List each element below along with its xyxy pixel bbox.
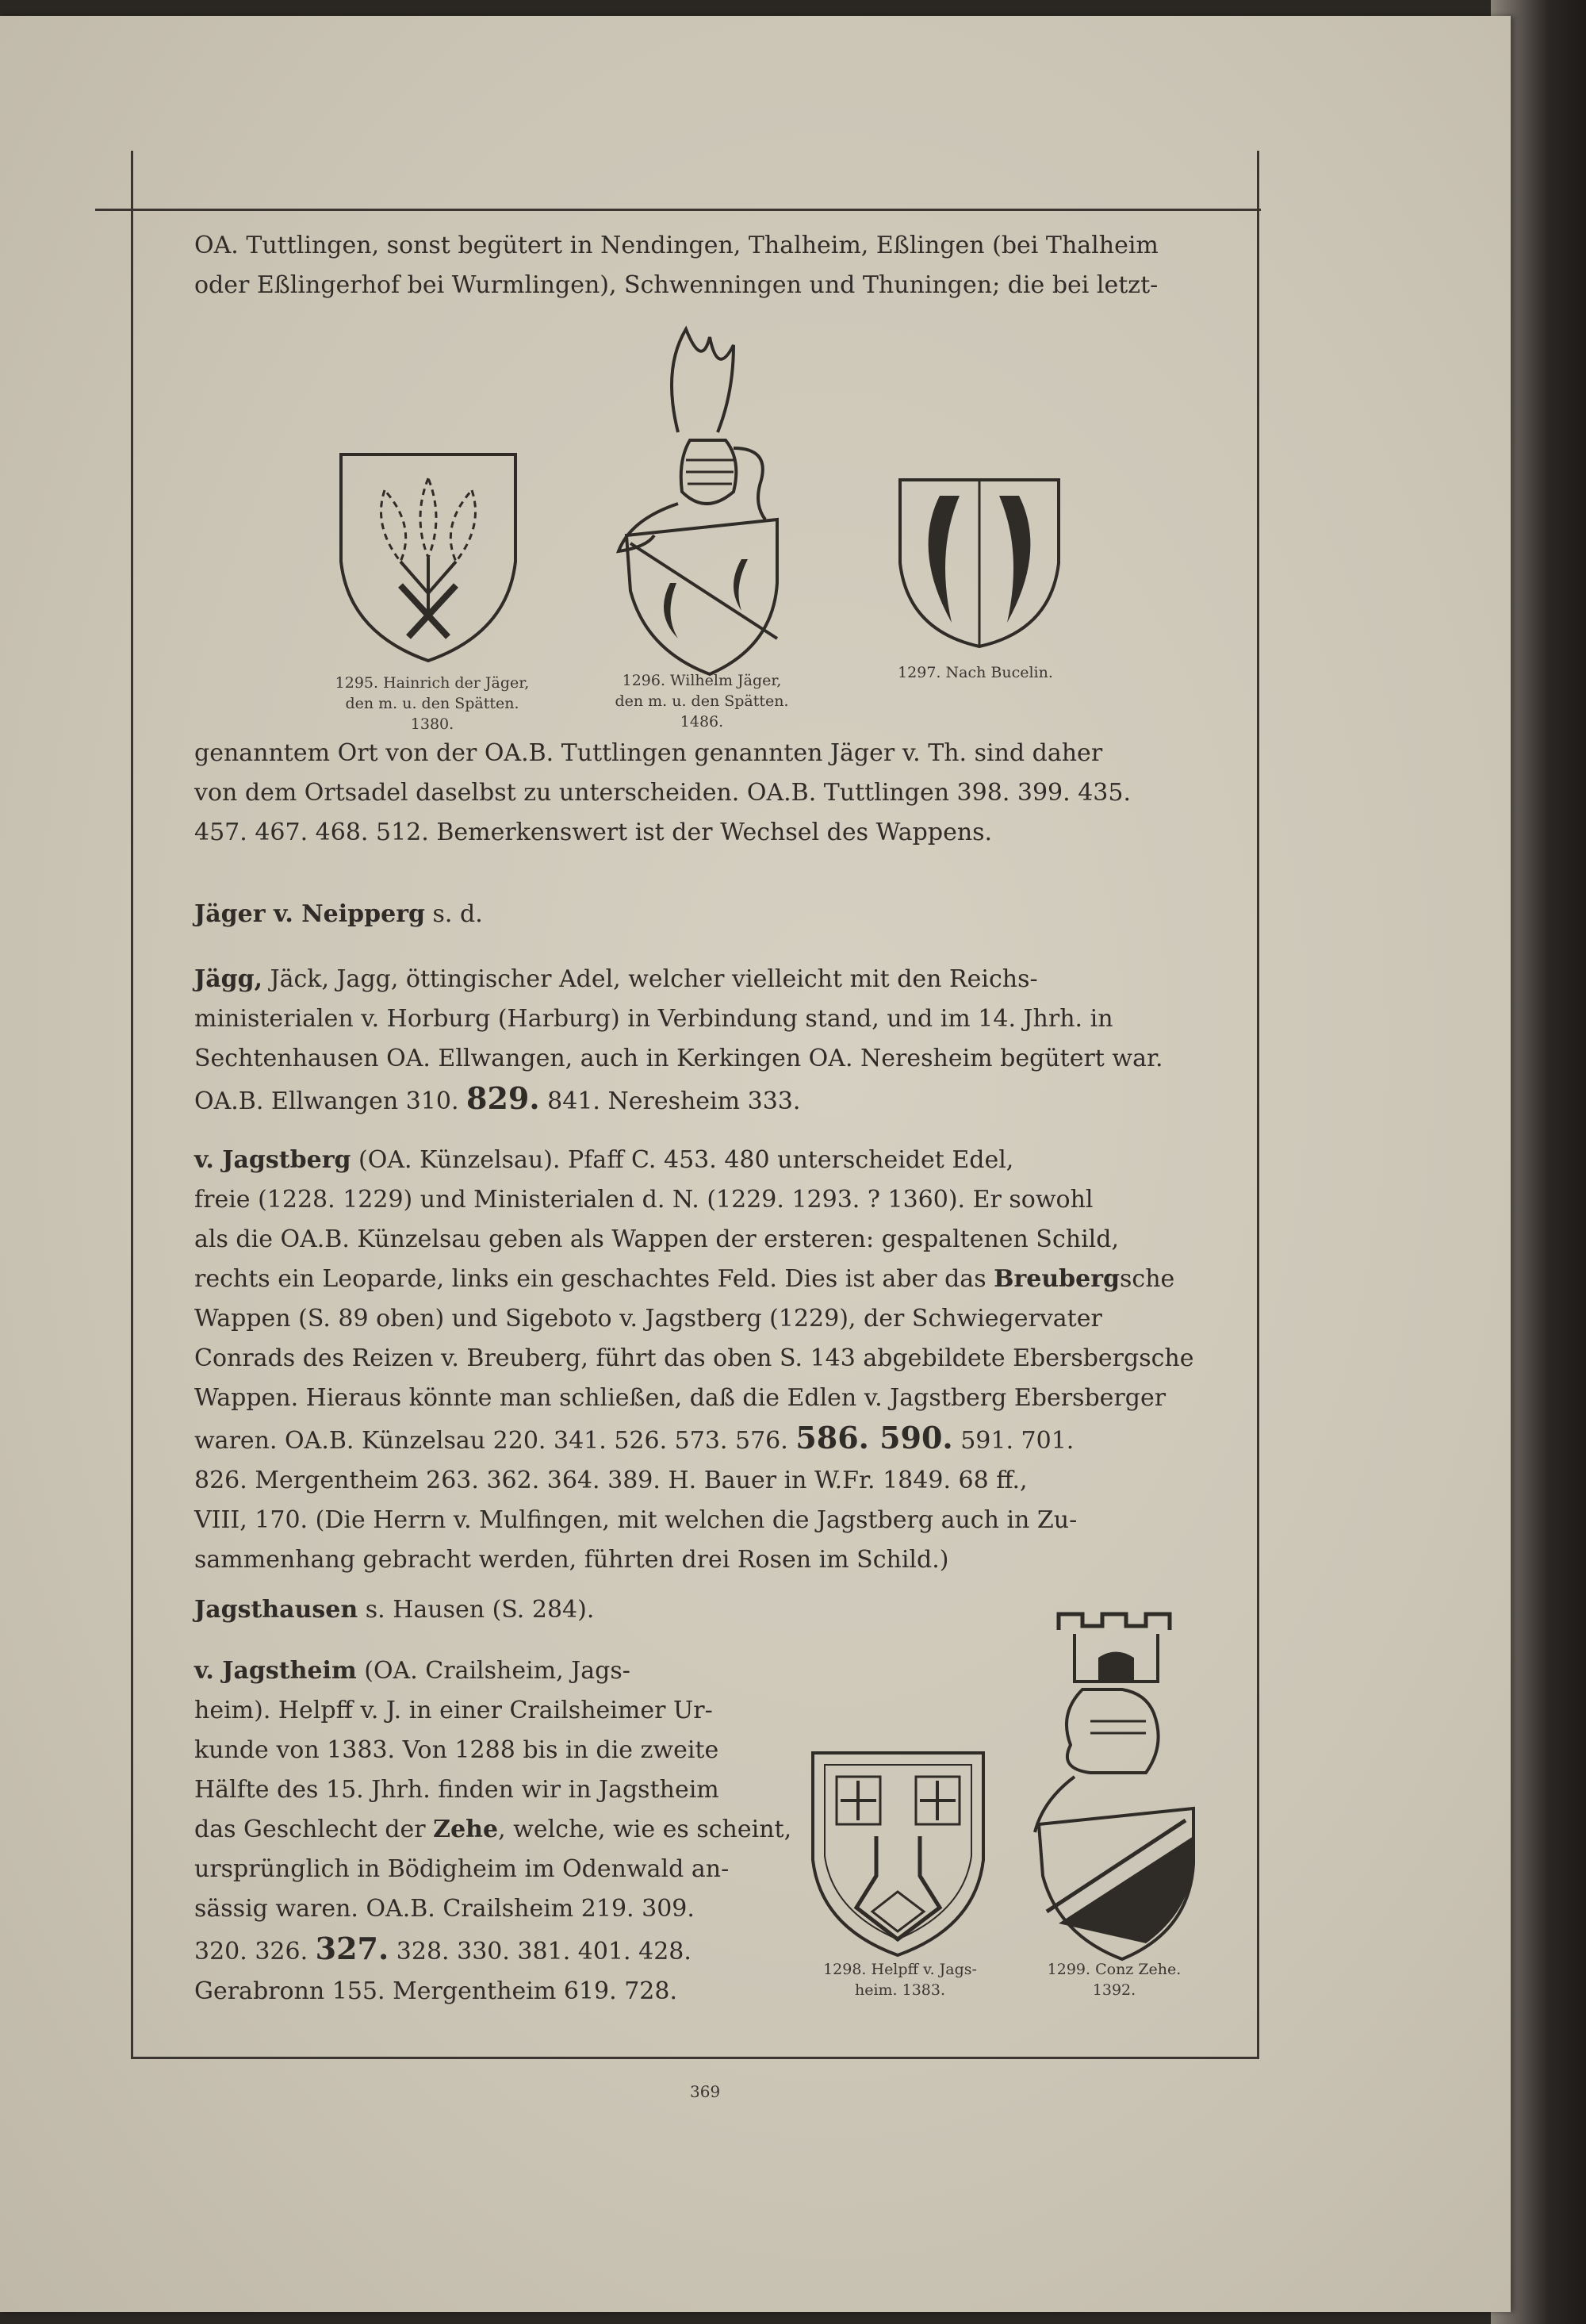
- book-page: [0, 16, 1511, 2312]
- text-line: Gerabronn 155. Mergentheim 619. 728.: [194, 1977, 677, 2005]
- right-frame-rule: [1257, 151, 1259, 2058]
- entry-text: sche: [1120, 1265, 1175, 1293]
- entry-text: (OA. Crailsheim, Jags-: [356, 1657, 630, 1685]
- text-line: Sechtenhausen OA. Ellwangen, auch in Kerkingen OA. Neresheim begütert war.: [194, 1045, 1163, 1072]
- entry-heading: Jäger v. Neipperg: [194, 900, 425, 928]
- text-line: freie (1228. 1229) und Ministerialen d. N. (1229. 1293. ? 1360). Er sowohl: [194, 1186, 1094, 1214]
- entry-text: s. d.: [424, 900, 483, 928]
- text-line: [194, 1810, 797, 1850]
- emphasized-name: Zehe: [433, 1816, 499, 1843]
- caption-line: 1297. Nach Bucelin.: [898, 664, 1053, 681]
- caption-1295: [313, 673, 551, 734]
- text-line: als die OA.B. Künzelsau geben als Wappen der ersteren: gespaltenen Schild,: [194, 1225, 1120, 1253]
- caption-line: 1299. Conz Zehe.: [1047, 1961, 1182, 1978]
- text-line: kunde von 1383. Von 1288 bis in die zweite: [194, 1736, 719, 1764]
- entry-text: 841. Neresheim 333.: [539, 1087, 801, 1115]
- entry-text: waren. OA.B. Künzelsau 220. 341. 526. 573. 576.: [194, 1427, 796, 1455]
- caption-line: heim. 1383.: [854, 1981, 946, 1999]
- entry-jaegg: [194, 960, 1225, 1122]
- text-line: [194, 1079, 1225, 1122]
- entry-heading: Jägg,: [194, 965, 263, 993]
- text-line: Hälfte des 15. Jhrh. finden wir in Jagstheim: [194, 1776, 719, 1804]
- text-line: [194, 1651, 797, 1691]
- text-line: [194, 1260, 1225, 1299]
- entry-jaeger-neipperg: [194, 895, 1225, 934]
- emphasized-page-ref: 586. 590.: [795, 1420, 953, 1455]
- entry-text: 591. 701.: [952, 1427, 1075, 1455]
- caption-line: den m. u. den Spätten.: [345, 695, 519, 712]
- text-line: 457. 467. 468. 512. Bemerkenswert ist der Wechsel des Wappens.: [194, 819, 993, 846]
- entry-heading: v. Jagstheim: [194, 1657, 357, 1685]
- text-line: sässig waren. OA.B. Crailsheim 219. 309.: [194, 1895, 695, 1923]
- text-line: [194, 1929, 797, 1972]
- text-line: heim). Helpff v. J. in einer Crailsheimer Ur-: [194, 1697, 713, 1724]
- caption-line: den m. u. den Spätten.: [615, 692, 789, 710]
- text-line: VIII, 170. (Die Herrn v. Mulfingen, mit welchen die Jagstberg auch in Zu-: [194, 1506, 1078, 1534]
- page-number: 369: [690, 2082, 721, 2101]
- top-rule: [95, 209, 1261, 211]
- entry-text: das Geschlecht der: [194, 1816, 434, 1843]
- emphasized-page-ref: 327.: [315, 1931, 389, 1966]
- emphasized-name: Breuberg: [994, 1265, 1121, 1293]
- caption-line: 1486.: [680, 713, 724, 731]
- entry-text: 328. 330. 381. 401. 428.: [389, 1938, 691, 1965]
- caption-line: 1296. Wilhelm Jäger,: [622, 672, 782, 689]
- coat-of-arms-1297: [896, 476, 1063, 650]
- paragraph-jaeger-tuttlingen-cont: [194, 734, 1225, 853]
- entry-text: OA.B. Ellwangen 310.: [194, 1087, 467, 1115]
- entry-jagstberg: [194, 1141, 1225, 1580]
- text-line: ministerialen v. Horburg (Harburg) in Verbindung stand, und im 14. Jhrh. in: [194, 1005, 1113, 1033]
- text-line: oder Eßlingerhof bei Wurmlingen), Schwenningen und Thuningen; die bei letzt-: [194, 271, 1159, 299]
- coat-of-arms-1296-with-helm: [615, 321, 797, 678]
- text-line: ursprünglich in Bödigheim im Odenwald an-: [194, 1855, 730, 1883]
- entry-text: s. Hausen (S. 284).: [358, 1596, 595, 1624]
- text-line: [194, 895, 1225, 934]
- text-line: sammenhang gebracht werden, führten drei Rosen im Schild.): [194, 1546, 949, 1574]
- caption-line: 1392.: [1092, 1981, 1136, 1999]
- caption-1297: [872, 662, 1078, 683]
- text-line: [194, 1418, 1225, 1461]
- text-line: [194, 960, 1225, 999]
- entry-jagstheim: [194, 1651, 797, 2011]
- coat-of-arms-1295: [337, 451, 519, 665]
- caption-line: 1298. Helpff v. Jags-: [823, 1961, 977, 1978]
- text-line: Wappen. Hieraus könnte man schließen, daß die Edlen v. Jagstberg Ebersberger: [194, 1384, 1167, 1412]
- entry-heading: Jagsthausen: [194, 1596, 358, 1624]
- text-line: von dem Ortsadel daselbst zu unterscheiden. OA.B. Tuttlingen 398. 399. 435.: [194, 779, 1132, 807]
- entry-heading: v. Jagstberg: [194, 1146, 351, 1174]
- text-line: [194, 1141, 1225, 1180]
- text-line: Wappen (S. 89 oben) und Sigeboto v. Jagstberg (1229), der Schwiegervater: [194, 1305, 1102, 1333]
- entry-text: rechts ein Leoparde, links ein geschachtes Feld. Dies ist aber das: [194, 1265, 994, 1293]
- entry-text: (OA. Künzelsau). Pfaff C. 453. 480 unterscheidet Edel,: [351, 1146, 1014, 1174]
- emphasized-page-ref: 829.: [466, 1080, 540, 1116]
- text-line: OA. Tuttlingen, sonst begütert in Nendingen, Thalheim, Eßlingen (bei Thalheim: [194, 232, 1159, 259]
- entry-text: 320. 326.: [194, 1938, 316, 1965]
- coat-of-arms-1299-with-helm: [1027, 1610, 1205, 1967]
- text-line: 826. Mergentheim 263. 362. 364. 389. H. Bauer in W.Fr. 1849. 68 ff.,: [194, 1467, 1028, 1494]
- left-frame-rule: [131, 151, 133, 2058]
- paragraph-jaeger-tuttlingen-intro: [194, 226, 1225, 305]
- entry-text: , welche, wie es scheint,: [498, 1816, 792, 1843]
- text-line: genanntem Ort von der OA.B. Tuttlingen genannten Jäger v. Th. sind daher: [194, 739, 1103, 767]
- caption-1299: [1015, 1959, 1213, 2000]
- entry-text: Jäck, Jagg, öttingischer Adel, welcher vielleicht mit den Reichs-: [262, 965, 1038, 993]
- caption-1298: [781, 1959, 1019, 2000]
- bottom-frame-rule: [131, 2057, 1259, 2059]
- caption-line: 1380.: [410, 715, 454, 733]
- caption-1296: [591, 670, 813, 732]
- coat-of-arms-1298: [809, 1749, 987, 1959]
- caption-line: 1295. Hainrich der Jäger,: [335, 674, 530, 692]
- text-line: Conrads des Reizen v. Breuberg, führt das oben S. 143 abgebildete Ebersbergsche: [194, 1344, 1194, 1372]
